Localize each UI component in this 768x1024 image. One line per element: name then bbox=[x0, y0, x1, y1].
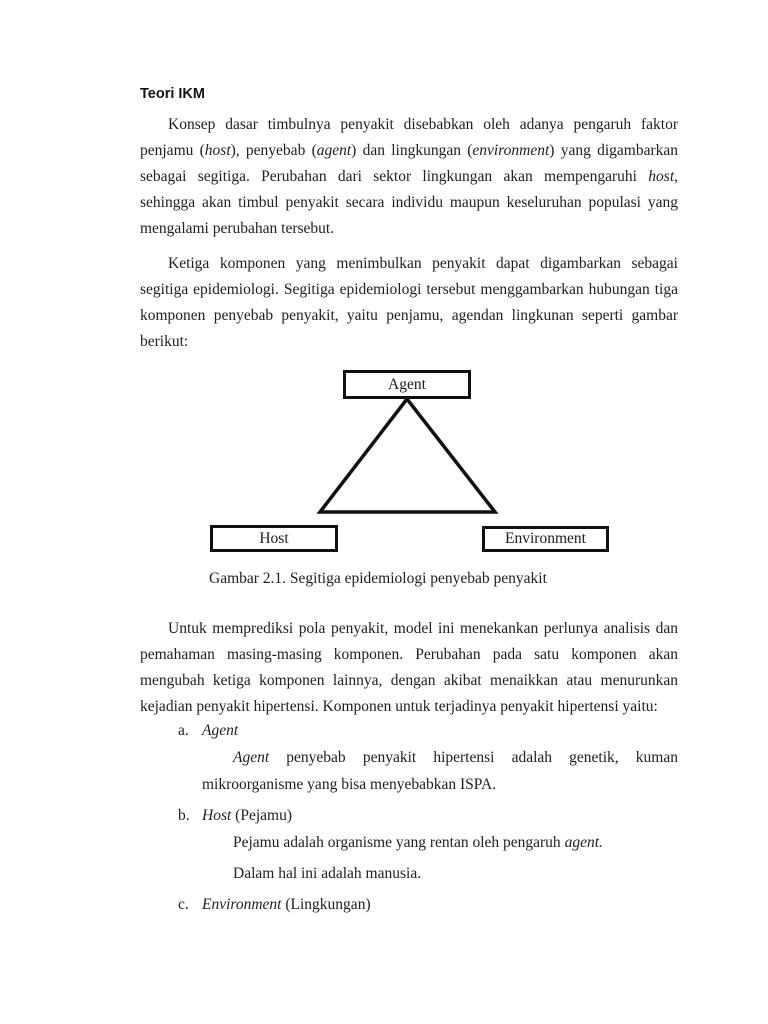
list-item-body-line bbox=[233, 744, 678, 771]
text: mikroorganisme yang bisa menyebabkan ISPA. bbox=[202, 776, 497, 793]
text: penyebab penyakit hipertensi adalah genetik, kuman bbox=[269, 749, 678, 766]
paragraph-komponen bbox=[140, 251, 678, 355]
text-line bbox=[140, 251, 678, 277]
text-line bbox=[140, 616, 678, 642]
list-item-title bbox=[140, 891, 678, 918]
italic-text: host bbox=[204, 142, 231, 159]
diagram-node-agent: Agent bbox=[343, 370, 471, 399]
text-line bbox=[140, 642, 678, 668]
list-item-title-text bbox=[202, 802, 292, 829]
text: ) dan lingkungan ( bbox=[351, 142, 473, 159]
text-line bbox=[140, 303, 678, 329]
list-item bbox=[140, 891, 678, 918]
italic-text: Environment bbox=[202, 896, 282, 913]
text: Ketiga komponen yang menimbulkan penyakit dapat digambarkan sebagai bbox=[168, 255, 678, 272]
text: ), penyebab ( bbox=[230, 142, 317, 159]
paragraph-prediksi bbox=[140, 616, 678, 720]
list-item-title-text bbox=[202, 891, 371, 918]
list-item-marker: b. bbox=[178, 807, 190, 824]
italic-text: agent. bbox=[564, 834, 603, 851]
italic-text: Host bbox=[202, 807, 232, 824]
paragraph-intro bbox=[140, 112, 678, 242]
text: berikut: bbox=[140, 333, 189, 350]
text: segitiga epidemiologi. Segitiga epidemiologi tersebut menggambarkan hubungan tiga bbox=[140, 281, 678, 298]
list-item-title-text bbox=[202, 717, 238, 744]
text: ) yang digambarkan bbox=[549, 142, 678, 159]
list-item bbox=[140, 802, 678, 887]
text-line bbox=[140, 138, 678, 164]
text: mengubah ketiga komponen lainnya, dengan akibat menaikkan atau menurunkan bbox=[140, 672, 678, 689]
text-line bbox=[140, 164, 678, 190]
text: kejadian penyakit hipertensi. Komponen untuk terjadinya penyakit hipertensi yaitu: bbox=[140, 698, 658, 715]
italic-text: agent bbox=[316, 142, 352, 159]
list-item-title bbox=[140, 717, 678, 744]
text: Konsep dasar timbulnya penyakit disebabkan oleh adanya pengaruh faktor bbox=[168, 116, 678, 133]
component-list bbox=[140, 717, 678, 918]
text: sebagai segitiga. Perubahan dari sektor lingkungan akan mempengaruhi bbox=[140, 168, 649, 185]
text-line bbox=[140, 277, 678, 303]
section-heading: Teori IKM bbox=[140, 86, 205, 102]
italic-text: environment bbox=[472, 142, 550, 159]
list-item-body-line bbox=[202, 771, 678, 798]
diagram-node-host: Host bbox=[210, 525, 338, 552]
text: (Lingkungan) bbox=[281, 896, 371, 913]
text: Untuk memprediksi pola penyakit, model ini menekankan perlunya analisis dan bbox=[168, 620, 678, 637]
list-item-title bbox=[140, 802, 678, 829]
text-line bbox=[140, 668, 678, 694]
text: mengalami perubahan tersebut. bbox=[140, 220, 335, 237]
text: Dalam hal ini adalah manusia. bbox=[233, 865, 422, 882]
epidemiology-triangle-diagram bbox=[140, 365, 678, 560]
text-line bbox=[140, 112, 678, 138]
list-item-body-line bbox=[233, 829, 678, 856]
italic-text: Agent bbox=[233, 749, 270, 766]
text-line bbox=[140, 216, 678, 242]
text-line bbox=[140, 190, 678, 216]
list-item-body-line bbox=[233, 860, 678, 887]
text-line bbox=[140, 329, 678, 355]
text: (Pejamu) bbox=[231, 807, 292, 824]
italic-text: Agent bbox=[202, 722, 239, 739]
list-item bbox=[140, 717, 678, 798]
italic-text: host bbox=[648, 168, 675, 185]
text: Pejamu adalah organisme yang rentan oleh pengaruh bbox=[233, 834, 565, 851]
list-item-marker: c. bbox=[178, 896, 189, 913]
text: komponen penyebab penyakit, yaitu penjamu, agendan lingkunan seperti gambar bbox=[140, 307, 678, 324]
diagram-node-environment: Environment bbox=[482, 526, 609, 552]
text: sehingga akan timbul penyakit secara individu maupun keseluruhan populasi yang bbox=[140, 194, 678, 211]
text: pemahaman masing-masing komponen. Perubahan pada satu komponen akan bbox=[140, 646, 678, 663]
text: penjamu ( bbox=[140, 142, 205, 159]
text: , bbox=[674, 168, 678, 185]
list-item-marker: a. bbox=[178, 722, 189, 739]
figure-caption: Gambar 2.1. Segitiga epidemiologi penyebab penyakit bbox=[209, 570, 547, 587]
